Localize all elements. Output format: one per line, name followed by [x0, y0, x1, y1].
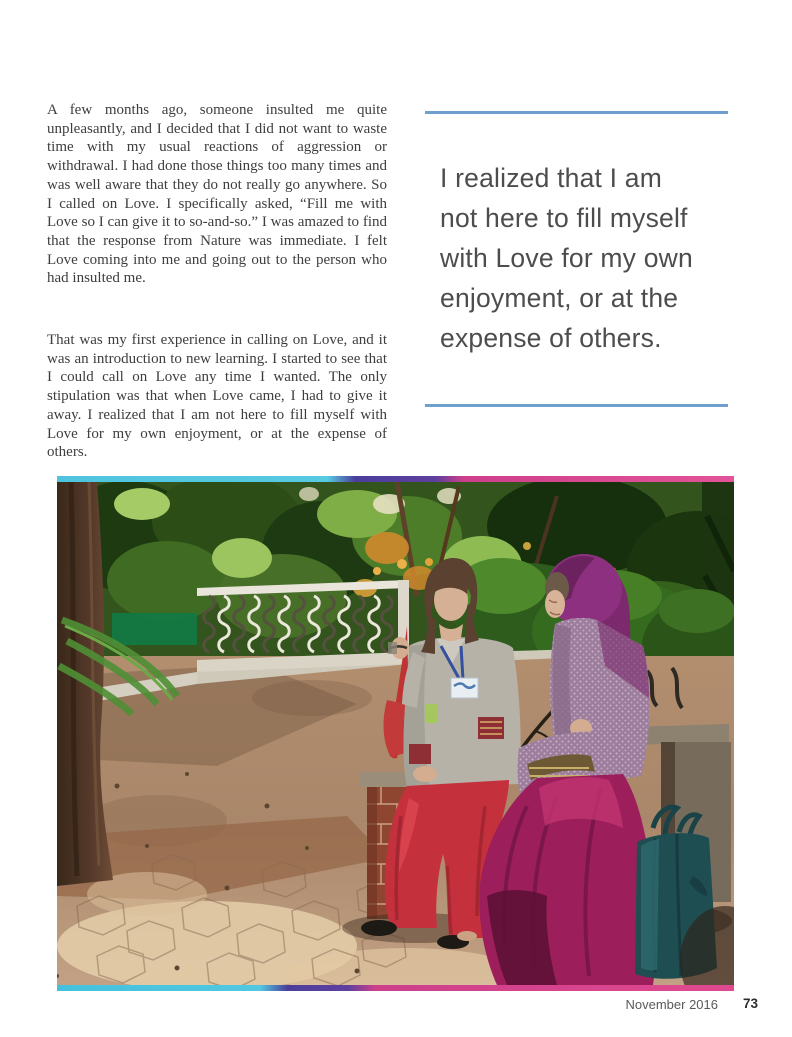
pull-quote-line: I realized that I am — [440, 163, 662, 193]
footer-issue-date: November 2016 — [625, 997, 718, 1012]
pull-quote-line: expense of others. — [440, 323, 662, 353]
photo-bottom-stripe — [57, 985, 734, 991]
park-photo — [57, 476, 734, 991]
photo-top-stripe — [57, 476, 734, 482]
article-paragraph-2: That was my first experience in calling on Love, and it was an introduction to new learning. I started to see that I could call on Love any time I wanted. The only stipulation was that when Love came, I had to give it away. I realized that I am not here to fill myself with Love for my own enjoyment, or at the expense of others. — [47, 332, 387, 461]
pull-quote — [425, 111, 728, 407]
pull-quote-line: not here to fill myself — [440, 203, 688, 233]
article-text-column — [47, 101, 387, 462]
pull-quote-line: enjoyment, or at the — [440, 283, 679, 313]
article-paragraph-1: A few months ago, someone insulted me quite unpleasantly, and I decided that I did not want to waste time with my usual reactions of aggression or withdrawal. I had done those things too many times and was well aware that they do not really go anywhere. So I called on Love. I specifically asked, “Fill me with Love so I can give it to so-and-so.” I was amazed to find that the response from Nature was immediate. I felt Love coming into me and going out to the person who had insulted me. — [47, 102, 387, 287]
park-photo-illustration — [57, 476, 734, 991]
pull-quote-line: with Love for my own — [440, 243, 693, 273]
green-tarp — [112, 613, 197, 645]
footer-page-number: 73 — [742, 996, 758, 1011]
